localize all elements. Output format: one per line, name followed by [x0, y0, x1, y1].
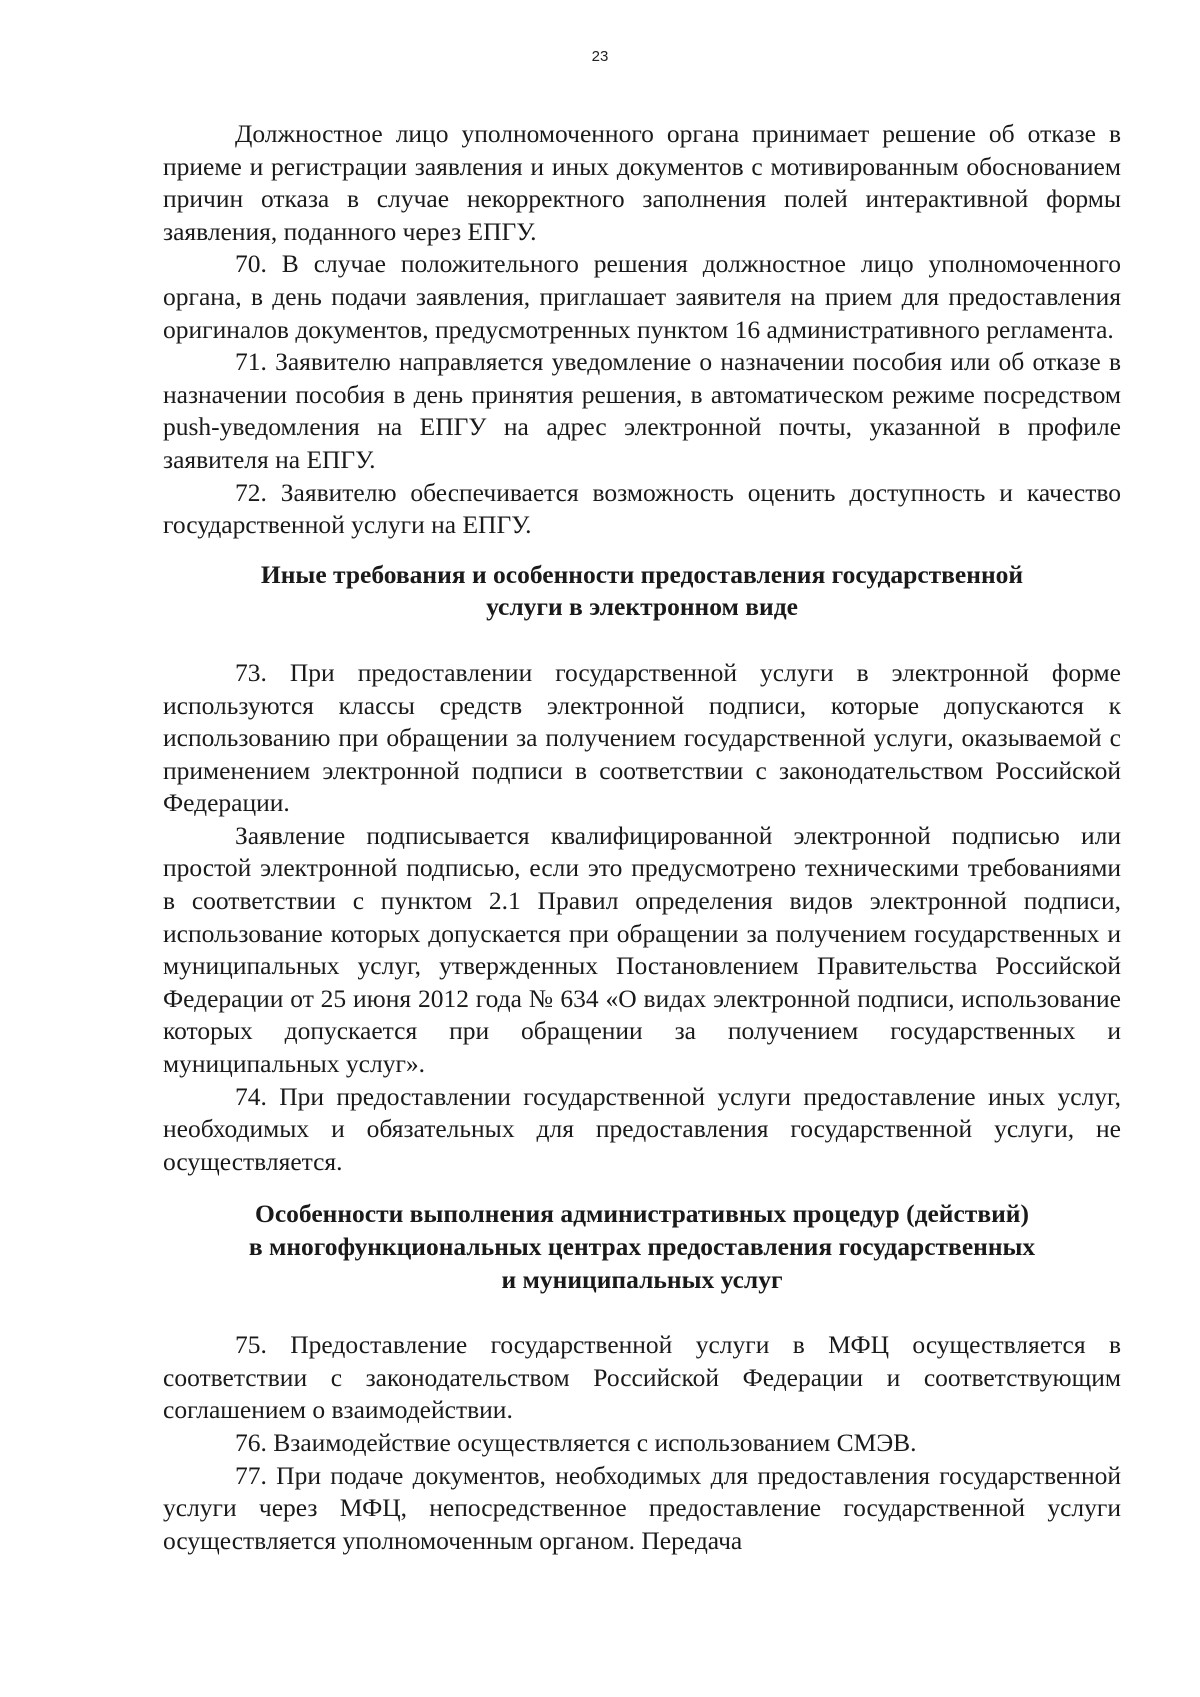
paragraph-76: 76. Взаимодействие осуществляется с использованием СМЭВ. — [235, 1427, 917, 1457]
section-heading-line: услуги в электронном виде — [486, 592, 798, 622]
section-heading-line: Иные требования и особенности предоставления государственной — [260, 559, 1024, 589]
section-heading-electronic — [163, 559, 1121, 624]
paragraph-signature: Заявление подписывается квалифицированной электронной подписью или простой электронной подписью, если это предусмотрено техническими требованиями в соответствии с пунктом 2.1 Правил определения видов электронной подписи, использование которых допускается при обращении за получением государственных и муниципальных услуг, утвержденных Постановлением Правительства Российской Федерации от 25 июня 2012 года № 634 «О видах электронной подписи, использование которых допускается при обращении за получением государственных и муниципальных услуг». — [163, 820, 1121, 1079]
paragraph-74: 74. При предоставлении государственной услуги предоставление иных услуг, необходимых и обязательных для предоставления государственной услуги, не осуществляется. — [163, 1081, 1121, 1176]
paragraph-77: 77. При подаче документов, необходимых для предоставления государственной услуги через МФЦ, непосредственное предоставление государственной услуги осуществляется уполномоченным органом. Передача — [163, 1460, 1121, 1555]
paragraph-refusal-decision: Должностное лицо уполномоченного органа принимает решение об отказе в приеме и регистрации заявления и иных документов с мотивированным обоснованием причин отказа в случае некорректного заполнения полей интерактивной формы заявления, поданного через ЕПГУ. — [163, 119, 1121, 246]
spacer — [163, 1178, 1121, 1198]
spacer — [163, 1296, 1121, 1329]
paragraph-72: 72. Заявителю обеспечивается возможность оценить доступность и качество государственной услуги на ЕПГУ. — [163, 477, 1121, 540]
paragraph-75: 75. Предоставление государственной услуги в МФЦ осуществляется в соответствии с законодательством Российской Федерации и соответствующим соглашением о взаимодействии. — [163, 1330, 1121, 1425]
section-heading-line: Особенности выполнения административных процедур (действий) — [255, 1199, 1029, 1229]
spacer — [163, 542, 1121, 559]
paragraph-70: 70. В случае положительного решения должностное лицо уполномоченного органа, в день подачи заявления, приглашает заявителя на прием для предоставления оригиналов документов, предусмотренных пунктом 16 административного регламента. — [163, 249, 1121, 344]
paragraph-71: 71. Заявителю направляется уведомление о назначении пособия или об отказе в назначении пособия в день принятия решения, в автоматическом режиме посредством push-уведомления на ЕПГУ на адрес электронной почты, указанной в профиле заявителя на ЕПГУ. — [163, 347, 1121, 474]
section-heading-line: в многофункциональных центрах предоставления государственных — [248, 1232, 1036, 1261]
spacer — [163, 624, 1121, 657]
section-heading-line: и муниципальных услуг — [501, 1264, 783, 1294]
document-body — [163, 118, 1121, 1557]
paragraph-73: 73. При предоставлении государственной услуги в электронной форме используются классы средств электронной подписи, которые допускаются к использованию при обращении за получением государственной услуги, оказываемой с применением электронной подписи в соответствии с законодательством Российской Федерации. — [163, 657, 1121, 818]
page-number: 23 — [591, 48, 609, 65]
section-heading-mfc — [163, 1198, 1121, 1296]
